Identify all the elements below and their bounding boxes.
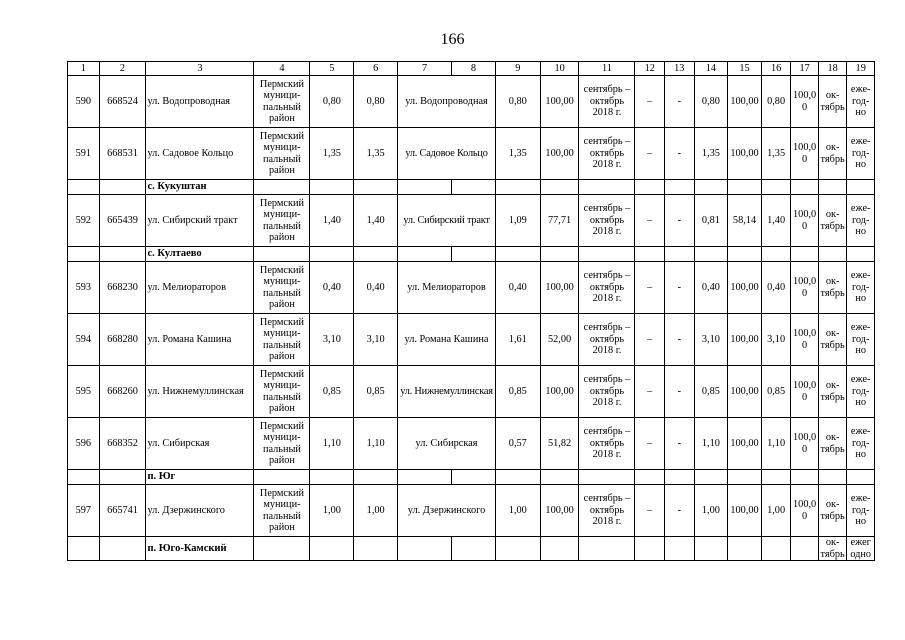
street-name-cell: ул. Сибирский тракт <box>146 195 254 247</box>
empty-cell <box>452 247 496 262</box>
month-cell: ок-тябрь <box>818 128 847 180</box>
dash-cell: - <box>665 314 695 366</box>
value-cell: 1,35 <box>761 128 791 180</box>
value-cell: 1,10 <box>354 418 398 470</box>
value-cell: 0,80 <box>310 76 354 128</box>
district-cell: Пермский муници-пальный район <box>254 366 310 418</box>
table-row <box>68 485 875 537</box>
header-cell: 12 <box>635 62 665 76</box>
dash-cell: – <box>635 128 665 180</box>
dash-cell: – <box>635 418 665 470</box>
value-cell: 0,81 <box>694 195 728 247</box>
dash-cell: – <box>635 366 665 418</box>
table-row <box>68 314 875 366</box>
percent-cell: 100,0 0 <box>791 76 819 128</box>
frequency-cell: еже-год-но <box>847 485 875 537</box>
empty-cell <box>310 537 354 561</box>
empty-cell <box>818 470 847 485</box>
value-cell: 1,10 <box>761 418 791 470</box>
month-cell: ок-тябрь <box>818 314 847 366</box>
empty-cell <box>728 537 762 561</box>
period-cell: сентябрь – октябрь 2018 г. <box>579 485 635 537</box>
row-number-cell: 592 <box>68 195 100 247</box>
road-id-cell: 668524 <box>99 76 146 128</box>
road-id-cell: 665439 <box>99 195 146 247</box>
percent-cell: 52,00 <box>540 314 579 366</box>
header-cell: 7 <box>398 62 452 76</box>
locality-label: п. Юго-Камский <box>146 537 254 561</box>
empty-cell <box>579 180 635 195</box>
empty-cell <box>68 470 100 485</box>
dash-cell: - <box>665 128 695 180</box>
frequency-cell: ежег одно <box>847 537 875 561</box>
percent-cell: 100,00 <box>728 418 762 470</box>
empty-cell <box>579 470 635 485</box>
empty-cell <box>761 537 791 561</box>
street-name-cell: ул. Сибирский тракт <box>398 195 496 247</box>
street-name-cell: ул. Дзержинского <box>398 485 496 537</box>
dash-cell: - <box>665 418 695 470</box>
header-cell: 14 <box>694 62 728 76</box>
header-cell: 10 <box>540 62 579 76</box>
value-cell: 0,85 <box>354 366 398 418</box>
locality-row <box>68 247 875 262</box>
month-cell: ок-тябрь <box>818 262 847 314</box>
period-cell: сентябрь – октябрь 2018 г. <box>579 195 635 247</box>
empty-cell <box>635 470 665 485</box>
row-number-cell: 597 <box>68 485 100 537</box>
street-name-cell: ул. Садовое Кольцо <box>146 128 254 180</box>
header-row <box>68 62 875 76</box>
header-cell: 9 <box>495 62 540 76</box>
period-cell: сентябрь – октябрь 2018 г. <box>579 262 635 314</box>
street-name-cell: ул. Мелиораторов <box>146 262 254 314</box>
header-cell: 6 <box>354 62 398 76</box>
period-cell: сентябрь – октябрь 2018 г. <box>579 314 635 366</box>
street-name-cell: ул. Водопроводная <box>398 76 496 128</box>
value-cell: 0,40 <box>310 262 354 314</box>
empty-cell <box>728 180 762 195</box>
district-cell: Пермский муници-пальный район <box>254 314 310 366</box>
table-body <box>68 62 875 561</box>
table-row <box>68 76 875 128</box>
frequency-cell: еже-год-но <box>847 366 875 418</box>
month-cell: ок-тябрь <box>818 195 847 247</box>
district-cell: Пермский муници-пальный район <box>254 128 310 180</box>
street-name-cell: ул. Романа Кашина <box>398 314 496 366</box>
empty-cell <box>847 180 875 195</box>
dash-cell: – <box>635 485 665 537</box>
value-cell: 3,10 <box>310 314 354 366</box>
district-cell: Пермский муници-пальный район <box>254 485 310 537</box>
value-cell: 0,80 <box>761 76 791 128</box>
locality-row <box>68 537 875 561</box>
header-cell: 8 <box>452 62 496 76</box>
empty-cell <box>398 180 452 195</box>
empty-cell <box>540 180 579 195</box>
percent-cell: 51,82 <box>540 418 579 470</box>
value-cell: 1,00 <box>761 485 791 537</box>
dash-cell: – <box>635 314 665 366</box>
empty-cell <box>665 247 695 262</box>
table-row <box>68 195 875 247</box>
locality-label: с. Кукуштан <box>146 180 254 195</box>
empty-cell <box>254 470 310 485</box>
value-cell: 0,40 <box>761 262 791 314</box>
empty-cell <box>99 247 146 262</box>
empty-cell <box>354 470 398 485</box>
percent-cell: 100,0 0 <box>791 418 819 470</box>
district-cell: Пермский муници-пальный район <box>254 195 310 247</box>
empty-cell <box>540 247 579 262</box>
street-name-cell: ул. Мелиораторов <box>398 262 496 314</box>
street-name-cell: ул. Романа Кашина <box>146 314 254 366</box>
empty-cell <box>354 537 398 561</box>
empty-cell <box>310 247 354 262</box>
value-cell: 1,10 <box>694 418 728 470</box>
empty-cell <box>452 470 496 485</box>
empty-cell <box>540 470 579 485</box>
dash-cell: - <box>665 262 695 314</box>
header-cell: 2 <box>99 62 146 76</box>
empty-cell <box>68 247 100 262</box>
percent-cell: 100,0 0 <box>791 262 819 314</box>
row-number-cell: 590 <box>68 76 100 128</box>
empty-cell <box>818 247 847 262</box>
dash-cell: - <box>665 366 695 418</box>
value-cell: 1,00 <box>310 485 354 537</box>
frequency-cell: еже-год-но <box>847 314 875 366</box>
header-cell: 18 <box>818 62 847 76</box>
street-name-cell: ул. Нижнемуллинская <box>146 366 254 418</box>
road-id-cell: 668352 <box>99 418 146 470</box>
empty-cell <box>579 247 635 262</box>
empty-cell <box>495 180 540 195</box>
value-cell: 0,85 <box>495 366 540 418</box>
empty-cell <box>99 537 146 561</box>
empty-cell <box>791 470 819 485</box>
value-cell: 1,35 <box>310 128 354 180</box>
road-id-cell: 668260 <box>99 366 146 418</box>
percent-cell: 100,0 0 <box>791 314 819 366</box>
value-cell: 3,10 <box>694 314 728 366</box>
percent-cell: 100,00 <box>728 314 762 366</box>
month-cell: ок-тябрь <box>818 366 847 418</box>
street-name-cell: ул. Нижнемуллинская <box>398 366 496 418</box>
header-cell: 15 <box>728 62 762 76</box>
period-cell: сентябрь – октябрь 2018 г. <box>579 128 635 180</box>
street-name-cell: ул. Дзержинского <box>146 485 254 537</box>
value-cell: 1,35 <box>694 128 728 180</box>
percent-cell: 100,00 <box>728 366 762 418</box>
month-cell: ок-тябрь <box>818 537 847 561</box>
percent-cell: 77,71 <box>540 195 579 247</box>
value-cell: 0,57 <box>495 418 540 470</box>
value-cell: 1,00 <box>354 485 398 537</box>
empty-cell <box>791 247 819 262</box>
road-registry-table <box>67 61 875 561</box>
row-number-cell: 594 <box>68 314 100 366</box>
empty-cell <box>495 537 540 561</box>
locality-label: п. Юг <box>146 470 254 485</box>
empty-cell <box>452 537 496 561</box>
value-cell: 1,00 <box>495 485 540 537</box>
empty-cell <box>354 180 398 195</box>
value-cell: 1,10 <box>310 418 354 470</box>
empty-cell <box>635 247 665 262</box>
empty-cell <box>791 537 819 561</box>
street-name-cell: ул. Водопроводная <box>146 76 254 128</box>
road-id-cell: 668280 <box>99 314 146 366</box>
row-number-cell: 595 <box>68 366 100 418</box>
table-row <box>68 128 875 180</box>
table-row <box>68 262 875 314</box>
month-cell: ок-тябрь <box>818 76 847 128</box>
empty-cell <box>254 247 310 262</box>
district-cell: Пермский муници-пальный район <box>254 418 310 470</box>
road-id-cell: 668531 <box>99 128 146 180</box>
empty-cell <box>847 470 875 485</box>
value-cell: 0,85 <box>310 366 354 418</box>
dash-cell: – <box>635 262 665 314</box>
header-cell: 17 <box>791 62 819 76</box>
dash-cell: - <box>665 485 695 537</box>
page-number: 166 <box>440 31 465 48</box>
value-cell: 0,40 <box>354 262 398 314</box>
road-id-cell: 665741 <box>99 485 146 537</box>
percent-cell: 100,00 <box>540 128 579 180</box>
value-cell: 0,40 <box>694 262 728 314</box>
value-cell: 1,61 <box>495 314 540 366</box>
value-cell: 1,40 <box>354 195 398 247</box>
locality-label: с. Култаево <box>146 247 254 262</box>
value-cell: 3,10 <box>354 314 398 366</box>
percent-cell: 100,0 0 <box>791 366 819 418</box>
dash-cell: - <box>665 76 695 128</box>
district-cell: Пермский муници-пальный район <box>254 262 310 314</box>
empty-cell <box>99 470 146 485</box>
percent-cell: 100,00 <box>728 128 762 180</box>
empty-cell <box>694 537 728 561</box>
value-cell: 1,35 <box>354 128 398 180</box>
empty-cell <box>728 247 762 262</box>
empty-cell <box>540 537 579 561</box>
empty-cell <box>761 180 791 195</box>
empty-cell <box>665 470 695 485</box>
month-cell: ок-тябрь <box>818 485 847 537</box>
percent-cell: 100,0 0 <box>791 128 819 180</box>
period-cell: сентябрь – октябрь 2018 г. <box>579 76 635 128</box>
header-cell: 13 <box>665 62 695 76</box>
value-cell: 1,40 <box>310 195 354 247</box>
empty-cell <box>761 247 791 262</box>
empty-cell <box>68 537 100 561</box>
percent-cell: 100,00 <box>728 485 762 537</box>
header-cell: 1 <box>68 62 100 76</box>
empty-cell <box>68 180 100 195</box>
empty-cell <box>310 470 354 485</box>
street-name-cell: ул. Сибирская <box>146 418 254 470</box>
percent-cell: 100,0 0 <box>791 195 819 247</box>
value-cell: 1,40 <box>761 195 791 247</box>
percent-cell: 100,0 0 <box>791 485 819 537</box>
row-number-cell: 591 <box>68 128 100 180</box>
empty-cell <box>398 537 452 561</box>
empty-cell <box>847 247 875 262</box>
header-cell: 5 <box>310 62 354 76</box>
empty-cell <box>254 537 310 561</box>
percent-cell: 100,00 <box>540 76 579 128</box>
empty-cell <box>791 180 819 195</box>
district-cell: Пермский муници-пальный район <box>254 76 310 128</box>
empty-cell <box>99 180 146 195</box>
empty-cell <box>579 537 635 561</box>
header-cell: 19 <box>847 62 875 76</box>
header-cell: 16 <box>761 62 791 76</box>
value-cell: 1,35 <box>495 128 540 180</box>
value-cell: 1,00 <box>694 485 728 537</box>
empty-cell <box>665 180 695 195</box>
value-cell: 0,80 <box>694 76 728 128</box>
period-cell: сентябрь – октябрь 2018 г. <box>579 366 635 418</box>
empty-cell <box>818 180 847 195</box>
value-cell: 0,40 <box>495 262 540 314</box>
empty-cell <box>452 180 496 195</box>
header-cell: 11 <box>579 62 635 76</box>
percent-cell: 100,00 <box>728 262 762 314</box>
row-number-cell: 593 <box>68 262 100 314</box>
locality-row <box>68 180 875 195</box>
period-cell: сентябрь – октябрь 2018 г. <box>579 418 635 470</box>
row-number-cell: 596 <box>68 418 100 470</box>
header-cell: 3 <box>146 62 254 76</box>
header-cell: 4 <box>254 62 310 76</box>
frequency-cell: еже-год-но <box>847 128 875 180</box>
empty-cell <box>310 180 354 195</box>
empty-cell <box>495 470 540 485</box>
percent-cell: 100,00 <box>540 485 579 537</box>
dash-cell: – <box>635 195 665 247</box>
value-cell: 0,80 <box>495 76 540 128</box>
value-cell: 0,85 <box>761 366 791 418</box>
frequency-cell: еже-год-но <box>847 418 875 470</box>
empty-cell <box>495 247 540 262</box>
street-name-cell: ул. Садовое Кольцо <box>398 128 496 180</box>
dash-cell: – <box>635 76 665 128</box>
frequency-cell: еже-год-но <box>847 262 875 314</box>
value-cell: 1,09 <box>495 195 540 247</box>
empty-cell <box>728 470 762 485</box>
empty-cell <box>694 470 728 485</box>
empty-cell <box>694 247 728 262</box>
value-cell: 0,80 <box>354 76 398 128</box>
month-cell: ок-тябрь <box>818 418 847 470</box>
empty-cell <box>694 180 728 195</box>
empty-cell <box>398 470 452 485</box>
value-cell: 3,10 <box>761 314 791 366</box>
empty-cell <box>635 180 665 195</box>
value-cell: 0,85 <box>694 366 728 418</box>
percent-cell: 100,00 <box>540 366 579 418</box>
empty-cell <box>665 537 695 561</box>
street-name-cell: ул. Сибирская <box>398 418 496 470</box>
empty-cell <box>354 247 398 262</box>
road-id-cell: 668230 <box>99 262 146 314</box>
percent-cell: 100,00 <box>728 76 762 128</box>
frequency-cell: еже-год-но <box>847 76 875 128</box>
percent-cell: 100,00 <box>540 262 579 314</box>
dash-cell: - <box>665 195 695 247</box>
table-row <box>68 366 875 418</box>
table-row <box>68 418 875 470</box>
empty-cell <box>398 247 452 262</box>
locality-row <box>68 470 875 485</box>
empty-cell <box>761 470 791 485</box>
empty-cell <box>254 180 310 195</box>
percent-cell: 58,14 <box>728 195 762 247</box>
empty-cell <box>635 537 665 561</box>
frequency-cell: еже-год-но <box>847 195 875 247</box>
